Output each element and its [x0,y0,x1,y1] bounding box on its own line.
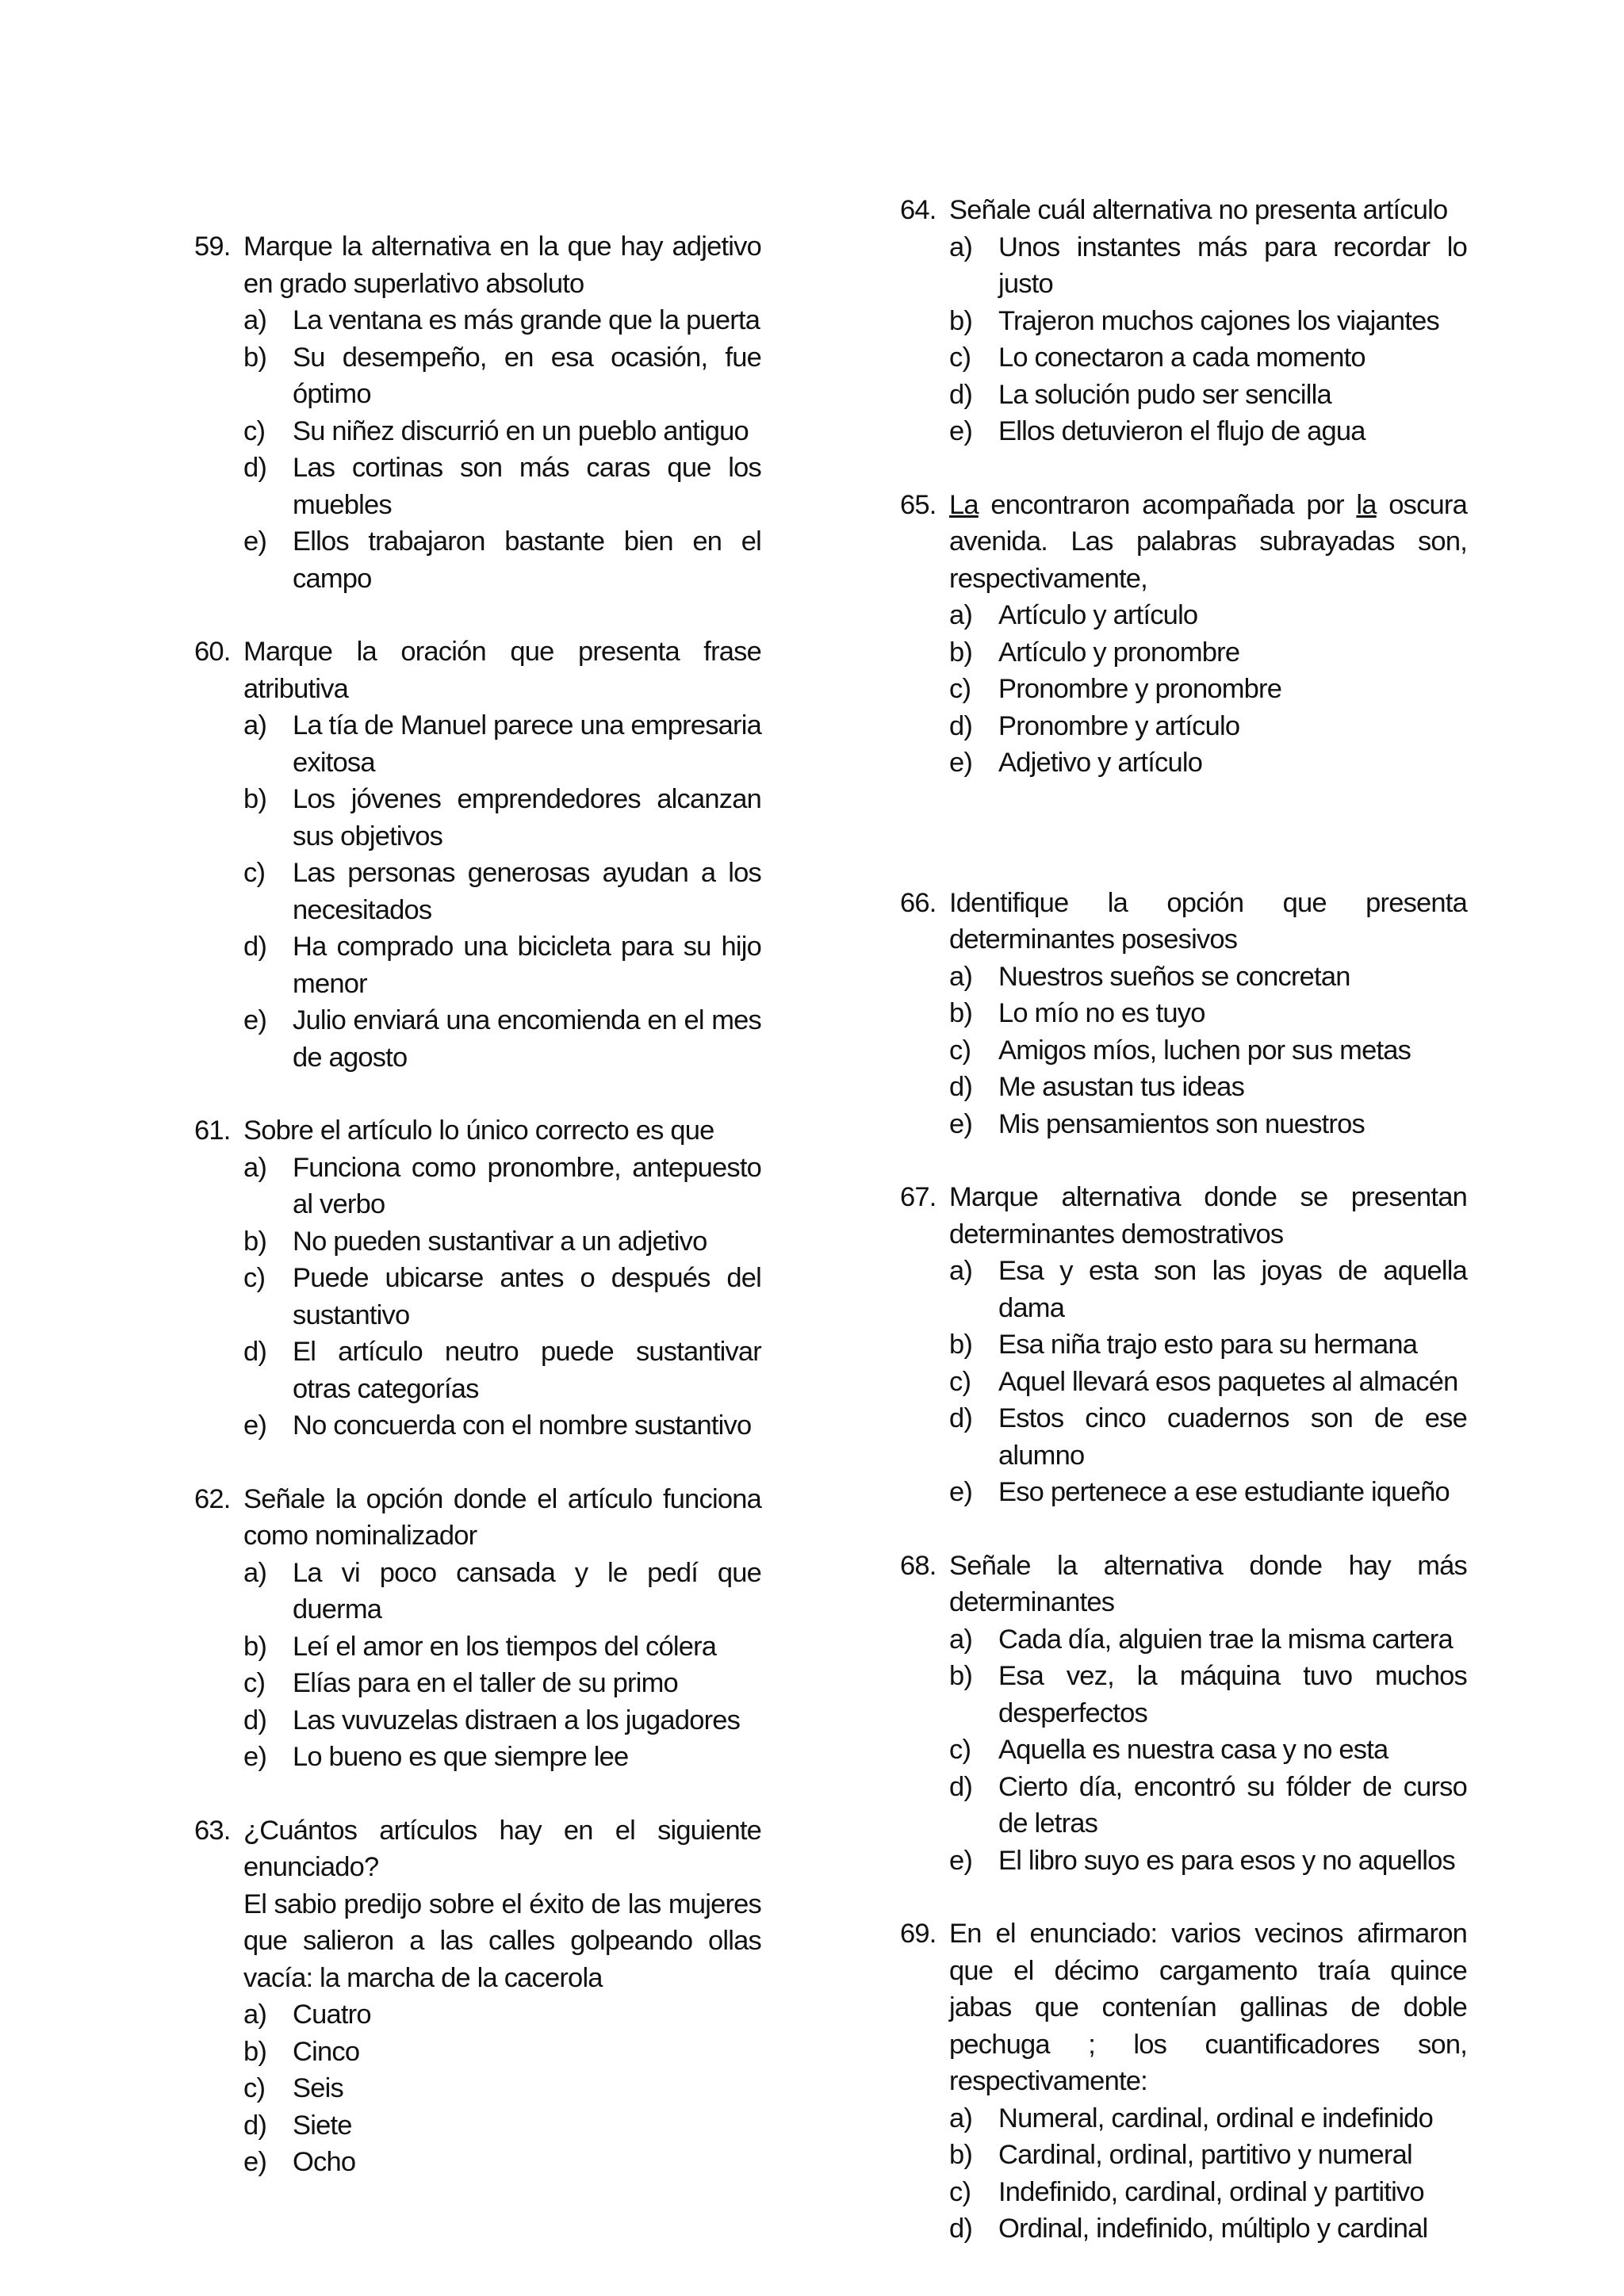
option-c [949,2174,1467,2211]
option-text: Cuatro [293,1999,371,2030]
option-letter: b) [243,2036,267,2067]
option-text: Ha comprado una bicicleta para su hijo menor [293,932,761,999]
option-letter: d) [949,1771,973,1802]
option-text: Me asustan tus ideas [998,1072,1245,1102]
options-list [243,707,761,1076]
option-e [243,1407,761,1445]
question-number: 69. [900,1919,936,1949]
option-text: Artículo y pronombre [998,637,1240,668]
option-e [949,744,1467,782]
question-68 [900,1548,1467,1880]
option-letter: c) [949,2176,971,2207]
option-text: Lo mío no es tuyo [998,998,1205,1028]
option-c [243,1260,761,1334]
question-text: En el enunciado: varios vecinos afirmaron que el décimo cargamento traía quince jabas que contenían gallinas de doble pechuga ; los cuantificadores son, respectivamente: [949,1919,1467,2096]
option-letter: c) [243,415,266,446]
question-text: Marque la alternativa en la que hay adjetivo en grado superlativo absoluto [243,232,761,299]
options-list [949,1253,1467,1511]
option-letter: e) [949,1108,973,1139]
option-text: El libro suyo es para esos y no aquellos [998,1845,1455,1876]
option-text: Indefinido, cardinal, ordinal y partitivo [998,2176,1424,2207]
question-59 [194,228,761,597]
option-text: Ocho [293,2147,356,2177]
option-c [243,2070,761,2107]
question-text [949,487,1467,598]
option-text: Pronombre y artículo [998,710,1240,741]
option-text: Eso pertenece a ese estudiante iqueño [998,1477,1450,1507]
question-text: Señale cuál alternativa no presenta artículo [949,195,1448,225]
question-60 [194,633,761,1076]
option-letter: e) [243,1005,267,1035]
question-number: 64. [900,195,936,225]
option-text: Su niñez discurrió en un pueblo antiguo [293,415,749,446]
option-d [949,708,1467,745]
options-list [949,959,1467,1143]
question-63 [194,1812,761,2181]
option-d [243,1334,761,1407]
option-text: Artículo y artículo [998,600,1198,630]
option-letter: e) [949,1845,973,1876]
options-list [949,1621,1467,1880]
option-text: Seis [293,2073,343,2103]
option-text: Amigos míos, luchen por sus metas [998,1035,1411,1066]
option-c [243,855,761,928]
question-text: Sobre el artículo lo único correcto es que [243,1115,714,1146]
option-text: Ellos trabajaron bastante bien en el campo [293,526,761,594]
option-text: Los jóvenes emprendedores alcanzan sus objetivos [293,784,761,851]
option-letter: b) [949,305,973,336]
option-letter: c) [949,674,971,704]
option-letter: d) [949,379,973,410]
option-d [949,2210,1467,2248]
option-a [243,1150,761,1223]
options-list [243,1555,761,1776]
question-text: ¿Cuántos artículos hay en el siguiente enunciado? [243,1815,761,1882]
question-number: 63. [194,1815,231,1846]
option-letter: b) [949,998,973,1028]
option-a [949,959,1467,996]
option-e [243,1002,761,1076]
question-61 [194,1112,761,1445]
question-header [194,633,761,707]
option-text: El artículo neutro puede sustantivar otras categorías [293,1337,761,1404]
option-text: Ordinal, indefinido, múltiplo y cardinal [998,2214,1428,2244]
question-text: Marque alternativa donde se presentan determinantes demostrativos [949,1182,1467,1249]
question-number: 59. [194,232,231,262]
option-d [243,1702,761,1739]
option-text: Numeral, cardinal, ordinal e indefinido [998,2103,1433,2133]
option-e [243,1739,761,1776]
option-letter: b) [949,2140,973,2170]
option-e [949,1843,1467,1880]
option-b [243,339,761,413]
option-text: Aquel llevará esos paquetes al almacén [998,1366,1458,1397]
question-header [900,1915,1467,2100]
question-65 [900,487,1467,782]
option-letter: e) [243,1410,267,1441]
option-letter: d) [949,710,973,741]
underlined-word: la [1356,489,1377,520]
option-text: Leí el amor en los tiempos del cólera [293,1631,717,1662]
question-text-part: oscura avenida. Las palabras subrayadas son, respectivamente, [949,489,1467,594]
option-c [243,413,761,450]
option-letter: d) [243,1337,267,1367]
option-text: Puede ubicarse antes o después del sustantivo [293,1263,761,1330]
option-b [243,781,761,855]
option-text: Esa vez, la máquina tuvo muchos desperfectos [998,1661,1467,1728]
option-b [243,1223,761,1261]
option-text: Mis pensamientos son nuestros [998,1108,1365,1139]
question-text-part: encontraron acompañada por [978,489,1357,520]
option-text: Cardinal, ordinal, partitivo y numeral [998,2140,1412,2170]
option-a [949,2100,1467,2137]
option-letter: c) [243,858,266,888]
option-d [949,1069,1467,1106]
option-c [949,1032,1467,1070]
option-letter: a) [949,600,973,630]
option-text: Aquella es nuestra casa y no esta [998,1735,1388,1765]
option-letter: b) [949,1330,973,1360]
option-e [243,2144,761,2181]
question-header [900,192,1467,229]
option-text: Adjetivo y artículo [998,748,1203,778]
option-c [949,671,1467,708]
options-list [243,302,761,597]
option-b [243,2034,761,2071]
option-b [949,2137,1467,2174]
option-letter: e) [949,1477,973,1507]
question-text: Marque la oración que presenta frase atributiva [243,637,761,704]
options-list [949,229,1467,450]
option-letter: d) [243,2110,267,2141]
option-b [949,634,1467,672]
option-letter: d) [949,1403,973,1433]
option-a [243,707,761,781]
option-d [243,450,761,523]
option-text: No concuerda con el nombre sustantivo [293,1410,752,1441]
option-e [243,523,761,597]
option-text: Elías para en el taller de su primo [293,1668,678,1698]
question-64 [900,192,1467,450]
option-text: Su desempeño, en esa ocasión, fue óptimo [293,342,761,409]
option-e [949,413,1467,450]
option-letter: a) [949,2103,973,2133]
question-number: 60. [194,637,231,667]
option-letter: a) [949,232,973,262]
option-text: La solución pudo ser sencilla [998,379,1331,410]
option-letter: c) [949,1035,971,1066]
option-letter: e) [243,1742,267,1772]
question-header [194,228,761,302]
question-header [194,1112,761,1150]
option-letter: c) [243,1263,266,1293]
option-text: Las personas generosas ayudan a los necesitados [293,858,761,925]
option-c [949,339,1467,377]
option-a [243,1996,761,2034]
option-letter: d) [949,2214,973,2244]
question-62 [194,1481,761,1776]
question-header [900,885,1467,959]
option-d [949,1769,1467,1843]
question-67 [900,1179,1467,1511]
question-header [900,1179,1467,1253]
option-letter: d) [243,932,267,962]
option-text: La vi poco cansada y le pedí que duerma [293,1557,761,1624]
option-letter: e) [949,416,973,446]
option-letter: c) [949,1366,971,1397]
option-a [243,302,761,339]
option-letter: c) [243,2073,266,2103]
option-letter: e) [243,526,267,557]
option-d [243,928,761,1002]
option-text: Julio enviará una encomienda en el mes de agosto [293,1005,761,1073]
options-list [949,597,1467,782]
option-a [949,597,1467,634]
option-letter: c) [949,1735,971,1765]
option-text: Estos cinco cuadernos son de ese alumno [998,1403,1467,1471]
right-column [900,192,1467,2248]
question-header [194,1481,761,1555]
option-text: Esa y esta son las joyas de aquella dama [998,1256,1467,1323]
option-text: Cierto día, encontró su fólder de curso de letras [998,1771,1467,1839]
question-header [900,1548,1467,1621]
option-text: Cinco [293,2036,360,2067]
question-number: 61. [194,1115,231,1146]
option-letter: a) [949,1256,973,1286]
option-text: Nuestros sueños se concretan [998,961,1350,992]
options-list [243,1150,761,1445]
option-text: Ellos detuvieron el flujo de agua [998,416,1365,446]
question-number: 66. [900,887,936,918]
option-a [243,1555,761,1628]
underlined-word: La [949,489,979,520]
option-letter: c) [243,1668,266,1698]
option-letter: a) [949,961,973,992]
option-letter: d) [243,453,267,483]
option-b [949,995,1467,1032]
question-number: 65. [900,489,936,520]
option-a [949,1621,1467,1659]
option-text: No pueden sustantivar a un adjetivo [293,1226,707,1257]
option-letter: a) [243,1557,267,1588]
option-letter: a) [243,710,267,740]
option-letter: d) [243,1705,267,1735]
option-text: Cada día, alguien trae la misma cartera [998,1624,1453,1655]
question-passage: El sabio predijo sobre el éxito de las mujeres que salieron a las calles golpeando ollas vacía: la marcha de la cacerola [243,1888,761,1993]
option-text: La ventana es más grande que la puerta [293,305,760,335]
option-e [949,1474,1467,1511]
option-e [949,1106,1467,1143]
option-d [949,1400,1467,1474]
option-b [949,1658,1467,1732]
question-header [900,487,1467,598]
option-letter: a) [243,1999,267,2030]
option-letter: a) [243,305,267,335]
question-69 [900,1915,1467,2248]
option-letter: b) [949,1661,973,1691]
option-letter: e) [243,2147,267,2177]
question-header [194,1812,761,1886]
option-text: Las vuvuzelas distraen a los jugadores [293,1705,741,1735]
options-list [243,1996,761,2181]
option-a [949,229,1467,303]
option-text: Lo bueno es que siempre lee [293,1742,629,1772]
option-letter: b) [949,637,973,668]
question-number: 68. [900,1550,936,1581]
option-b [949,1326,1467,1364]
option-letter: a) [949,1624,973,1655]
question-text: Señale la opción donde el artículo funciona como nominalizador [243,1483,761,1551]
option-a [949,1253,1467,1326]
option-d [949,377,1467,414]
question-66 [900,885,1467,1143]
option-text: Esa niña trajo esto para su hermana [998,1330,1418,1360]
option-letter: b) [243,1631,267,1662]
options-list [949,2100,1467,2248]
option-text: Unos instantes más para recordar lo justo [998,232,1467,299]
option-text: Trajeron muchos cajones los viajantes [998,305,1439,336]
left-column [194,228,761,2181]
option-letter: b) [243,1226,267,1257]
question-text: Señale la alternativa donde hay más determinantes [949,1550,1467,1617]
question-number: 67. [900,1182,936,1212]
option-c [243,1665,761,1702]
option-text: Funciona como pronombre, antepuesto al verbo [293,1152,761,1219]
question-number: 62. [194,1483,231,1514]
option-letter: d) [949,1072,973,1102]
option-text: Las cortinas son más caras que los muebles [293,453,761,520]
option-text: Lo conectaron a cada momento [998,342,1365,373]
option-letter: b) [243,342,267,373]
option-c [949,1364,1467,1401]
option-b [243,1628,761,1666]
option-letter: c) [949,342,971,373]
option-d [243,2107,761,2145]
option-text: La tía de Manuel parece una empresaria exitosa [293,710,761,778]
option-text: Pronombre y pronombre [998,674,1282,704]
option-letter: e) [949,748,973,778]
option-letter: a) [243,1152,267,1183]
option-b [949,303,1467,340]
option-letter: b) [243,784,267,814]
question-text: Identifique la opción que presenta determinantes posesivos [949,887,1467,955]
option-text: Siete [293,2110,352,2141]
option-c [949,1732,1467,1769]
